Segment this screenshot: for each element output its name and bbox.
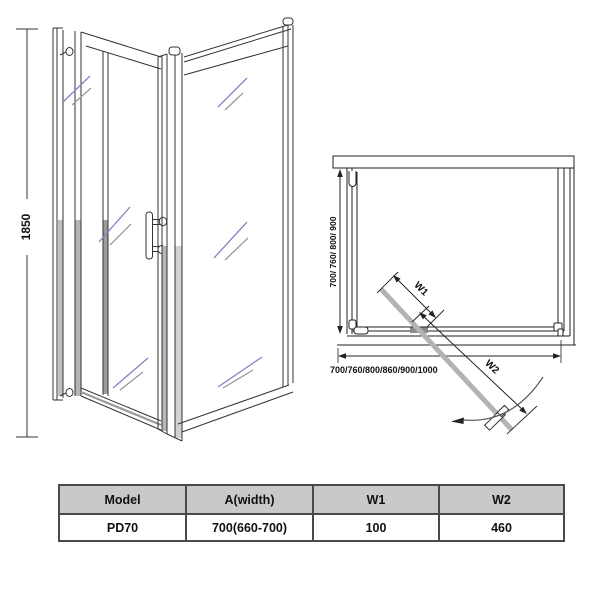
spec-value-w2: 460: [439, 514, 564, 541]
spec-value-model: PD70: [59, 514, 186, 541]
front-elevation-view: [16, 18, 293, 441]
spec-table-value-row: [59, 514, 564, 541]
spec-table: [58, 484, 565, 542]
spec-header-width: A(width): [186, 485, 313, 514]
corner-post: [158, 47, 182, 441]
plan-side-panel: [333, 156, 574, 168]
height-dimension: [16, 29, 38, 437]
spec-header-w2: W2: [439, 485, 564, 514]
side-panel: [178, 18, 293, 432]
plan-door-handle-icon: [485, 405, 509, 430]
spec-table-header-row: [59, 485, 564, 514]
spec-value-w1: 100: [313, 514, 439, 541]
plan-door-profile: [347, 168, 357, 334]
w2-label: W2: [482, 358, 501, 377]
plan-view: [328, 156, 576, 434]
spec-header-model: Model: [59, 485, 186, 514]
plan-sill: [347, 320, 570, 336]
depth-dimension-label: 700/ 760/ 800/ 900: [328, 216, 338, 288]
plan-right-glass: [558, 168, 564, 331]
height-dimension-label: 1850: [19, 213, 33, 241]
depth-dimension: [328, 169, 343, 334]
spec-header-w1: W1: [313, 485, 439, 514]
pivot-hinge-top-icon: [60, 48, 73, 56]
wall-profile: [53, 28, 63, 400]
plan-outer-frame: [337, 168, 576, 345]
spec-value-width: 700(660-700): [186, 514, 313, 541]
magnet-profile-icon: [554, 323, 563, 336]
w1-label: W1: [411, 280, 430, 299]
width-dimension-label: 700/760/800/860/900/1000: [330, 365, 438, 375]
